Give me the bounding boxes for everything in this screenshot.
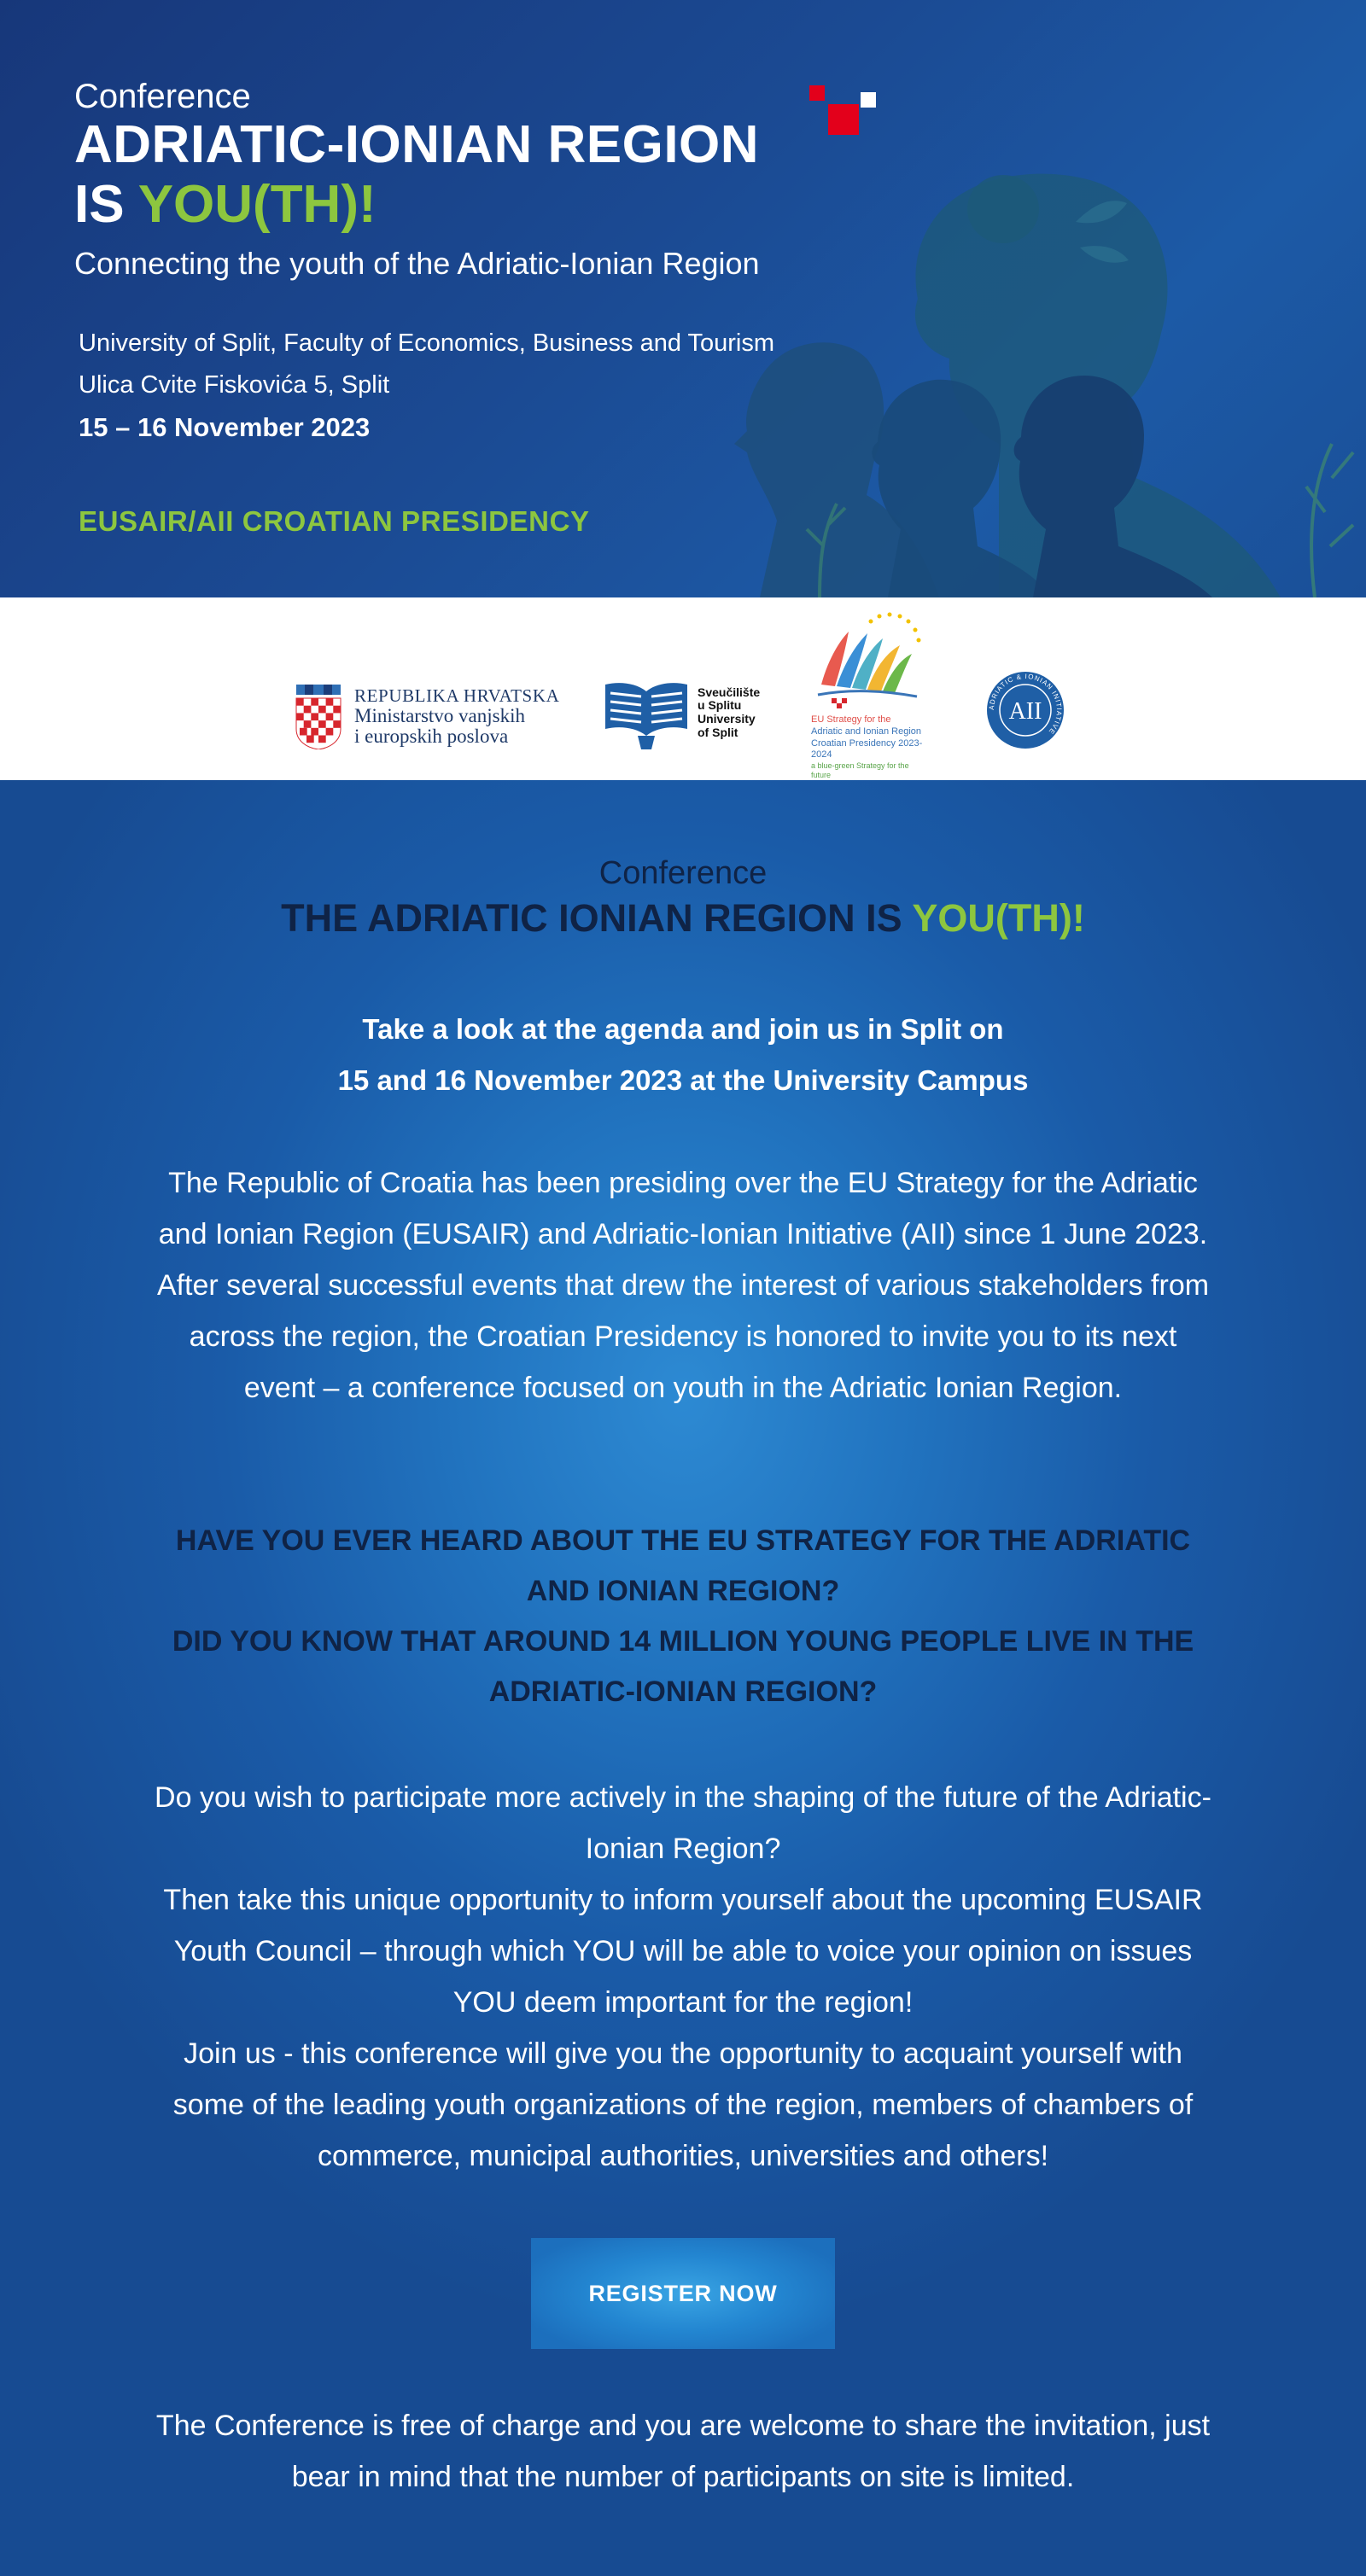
eusair-line2: Adriatic and Ionian Region	[811, 726, 922, 737]
venue-line1: University of Split, Faculty of Economics, Business and Tourism	[79, 329, 775, 357]
question-youth-count: DID YOU KNOW THAT AROUND 14 MILLION YOUNG PEOPLE LIVE IN THE ADRIATIC-IONIAN REGION?	[172, 1625, 1194, 1708]
invitation-content	[0, 780, 1366, 2576]
mvep-line3: i europskih poslova	[354, 726, 509, 748]
agenda-lead	[0, 1004, 1366, 1106]
unist-logo-text	[698, 686, 760, 740]
hero-title: ADRIATIC-IONIAN REGION	[74, 115, 760, 174]
university-book-icon	[604, 676, 689, 749]
eusair-line3: Croatian Presidency 2023-2024	[811, 737, 923, 761]
invitation-text: After several successful events that drew the interest of various stakeholders from across the region, the Croatian Presidency is honored to invite you to its next event – a conference focused on youth in the Adriatic Ionian Region.	[156, 1269, 1210, 1404]
question-eusair: HAVE YOU EVER HEARD ABOUT THE EU STRATEGY FOR THE ADRIATIC AND IONIAN REGION?	[175, 1524, 1191, 1607]
aii-ring-text: ADRIATIC & IONIAN INITIATIVE	[987, 672, 1064, 737]
eusair-line1: EU Strategy for the	[811, 714, 891, 725]
mvep-line1: REPUBLIKA HRVATSKA	[354, 685, 560, 706]
hero-title-accent: YOU(TH)!	[137, 175, 377, 235]
lead-line1: Take a look at the agenda and join us in Split on	[362, 1013, 1004, 1045]
presidency-text: The Republic of Croatia has been presiding over the EU Strategy for the Adriatic and Ionian Region (EUSAIR) and Adriatic-Ionian Initiative (AII) since 1 June 2023.	[158, 1167, 1208, 1250]
presidency-label: EUSAIR/AII CROATIAN PRESIDENCY	[79, 505, 590, 537]
register-now-button[interactable]: REGISTER NOW	[531, 2238, 835, 2349]
conference-title-accent: YOU(TH)!	[912, 896, 1085, 940]
conference-title-prefix: THE ADRIATIC IONIAN REGION IS	[281, 896, 913, 940]
croatian-presidency-pixel-logo	[809, 85, 878, 138]
hero-heading-block	[74, 77, 760, 282]
mvep-line2: Ministarstvo vanjskih	[354, 704, 525, 726]
partner-logo-bar	[0, 597, 1366, 780]
presidency-paragraph	[154, 1157, 1212, 1413]
unist-line4: of Split	[698, 725, 738, 739]
venue-line2: Ulica Cvite Fiskovića 5, Split	[79, 371, 390, 399]
unist-line3: University	[698, 712, 756, 726]
youth-council-text: Then take this unique opportunity to inform yourself about the upcoming EUSAIR Youth Council – through which YOU will be able to voice your opinion on issues YOU deem important for the region!	[163, 1884, 1203, 2019]
unist-line1: Sveučilište	[698, 685, 761, 699]
hero-venue-block	[79, 323, 774, 448]
aii-logo[interactable]	[986, 671, 1065, 754]
mvep-logo-text	[354, 686, 559, 748]
eusair-sails-icon	[811, 608, 931, 708]
aii-emblem-icon	[986, 671, 1065, 749]
join-us-text: Join us - this conference will give you the opportunity to acquaint yourself with some of the leading youth organizations of the region, members of chambers of commerce, municipal authorities, universities and others!	[172, 2037, 1194, 2172]
hero-title-prefix: IS	[74, 175, 138, 235]
hero-title-line2	[74, 176, 760, 234]
eusair-logo-text	[811, 714, 931, 781]
lead-line2: 15 and 16 November 2023 at the University Campus	[337, 1064, 1029, 1096]
free-of-charge-note: The Conference is free of charge and you are welcome to share the invitation, just bear in mind that the number of participants on site is limited.	[155, 2410, 1211, 2493]
mvep-logo[interactable]	[295, 685, 559, 749]
questions-block	[145, 1516, 1221, 1717]
unist-line2: u Splitu	[698, 698, 742, 713]
event-date: 15 – 16 November 2023	[79, 412, 371, 442]
university-of-split-logo[interactable]	[604, 676, 760, 749]
aii-mark: AII	[1008, 698, 1042, 725]
eusair-logo[interactable]	[811, 608, 931, 781]
conference-title	[0, 896, 1366, 941]
hero-banner	[0, 0, 1366, 597]
hero-subtitle: Connecting the youth of the Adriatic-Ionian Region	[74, 246, 760, 282]
eusair-line4: a blue-green Strategy for the future	[811, 761, 909, 780]
croatian-coat-of-arms-icon	[295, 685, 342, 749]
participation-question: Do you wish to participate more actively in the shaping of the future of the Adriatic-Ionian Region?	[155, 1781, 1211, 1865]
conference-kicker: Conference	[598, 855, 768, 891]
hero-kicker: Conference	[74, 78, 251, 115]
participation-paragraph	[154, 1772, 1212, 2182]
